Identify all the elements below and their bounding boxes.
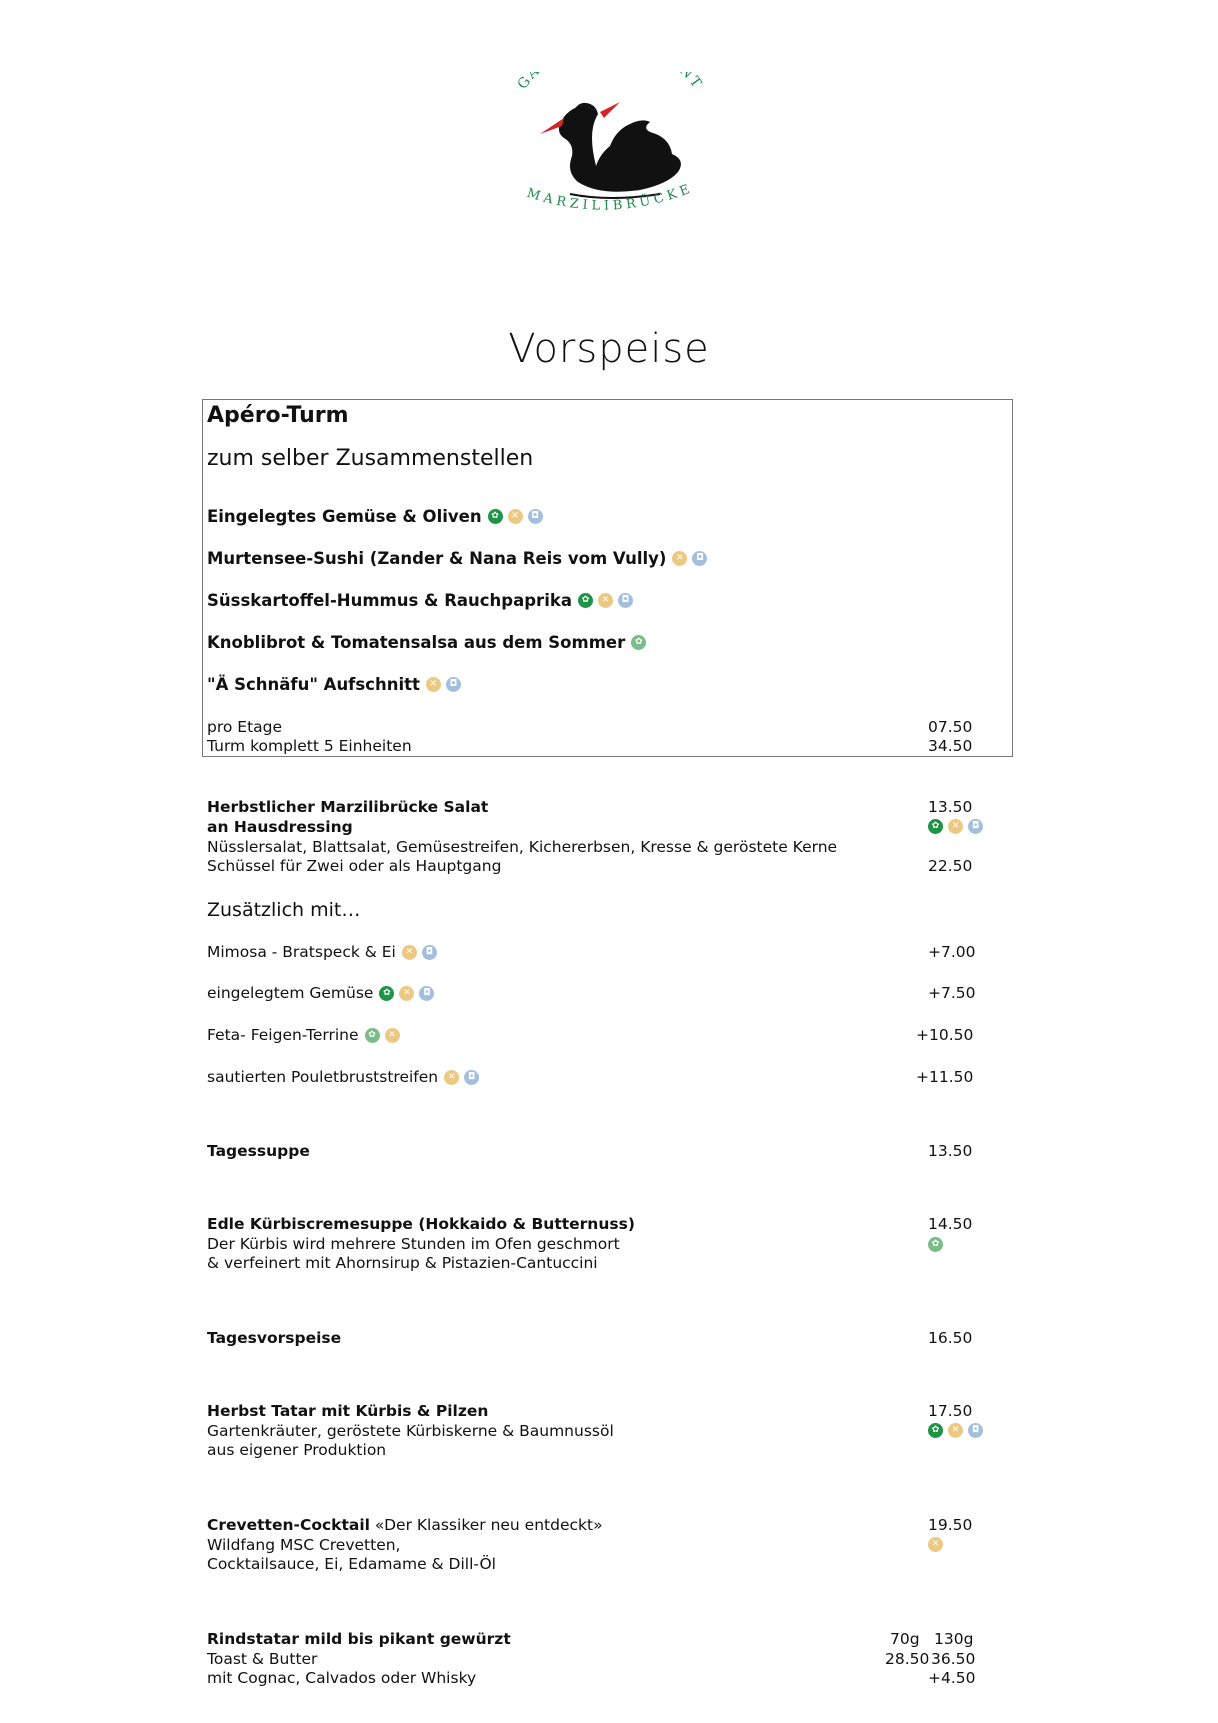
extras-heading: Zusätzlich mit…: [207, 899, 361, 921]
tower-title: Apéro-Turm: [207, 403, 349, 428]
lactose-free-icon: ◘: [419, 986, 434, 1001]
restaurant-logo: [500, 72, 720, 232]
pumpkin-soup-price: 14.50: [928, 1215, 973, 1233]
extra-item: [207, 943, 437, 961]
extra-item-name: eingelegtem Gemüse: [207, 984, 374, 1002]
logo-arc-top-text: GA NT: [514, 72, 706, 93]
shrimp-cocktail-desc-2: Cocktailsauce, Ei, Edamame & Dill-Öl: [207, 1555, 496, 1573]
shrimp-cocktail-name: Crevetten-Cocktail: [207, 1516, 370, 1534]
autumn-tatar-desc-2: aus eigener Produktion: [207, 1441, 387, 1459]
tower-item-name: Murtensee-Sushi (Zander & Nana Reis vom Vully): [207, 549, 667, 568]
gluten-free-icon: ✕: [399, 986, 414, 1001]
salad-description: Nüsslersalat, Blattsalat, Gemüsestreifen, Kichererbsen, Kresse & geröstete Kerne: [207, 838, 838, 856]
gluten-free-icon: ✕: [385, 1028, 400, 1043]
tower-per-level-label: pro Etage: [207, 718, 283, 736]
gluten-free-icon: ✕: [444, 1070, 459, 1085]
vegan-leaf-icon: ✿: [928, 819, 943, 834]
extra-item-name: sautierten Pouletbruststreifen: [207, 1068, 439, 1086]
tower-item: [207, 633, 646, 652]
tower-item: [207, 591, 633, 610]
tower-subtitle: zum selber Zusammenstellen: [207, 446, 534, 471]
tower-item: [207, 507, 543, 526]
extra-item-price: +10.50: [916, 1026, 974, 1044]
extra-item-name: Feta- Feigen-Terrine: [207, 1026, 359, 1044]
gluten-free-icon: ✕: [672, 551, 687, 566]
vegan-leaf-icon: ✿: [488, 509, 503, 524]
beef-tatar-size-small: 70g: [890, 1630, 920, 1648]
extra-item: [207, 984, 434, 1002]
vegan-leaf-icon: ✿: [379, 986, 394, 1001]
gluten-free-icon: ✕: [426, 677, 441, 692]
lactose-free-icon: ◘: [968, 819, 983, 834]
extra-item: [207, 1068, 479, 1086]
autumn-tatar-diet-icons: [928, 1420, 983, 1439]
vegetarian-leaf-icon: ✿: [365, 1028, 380, 1043]
extra-item-price: +7.50: [928, 984, 976, 1002]
vegan-leaf-icon: ✿: [928, 1423, 943, 1438]
pumpkin-soup-desc-2: & verfeinert mit Ahornsirup & Pistazien-Cantuccini: [207, 1254, 598, 1272]
shrimp-cocktail-title: [207, 1516, 603, 1534]
tower-item-name: "Ä Schnäfu" Aufschnitt: [207, 675, 420, 694]
vegetarian-leaf-icon: ✿: [928, 1237, 943, 1252]
tower-item-name: Süsskartoffel-Hummus & Rauchpaprika: [207, 591, 572, 610]
pumpkin-soup-diet-icons: [928, 1234, 943, 1253]
soup-of-day-price: 13.50: [928, 1142, 973, 1160]
extra-item-price: +11.50: [916, 1068, 974, 1086]
black-swan-icon: [540, 102, 681, 198]
lactose-free-icon: ◘: [618, 593, 633, 608]
gluten-free-icon: ✕: [928, 1537, 943, 1552]
gluten-free-icon: ✕: [948, 819, 963, 834]
beef-tatar-size-large: 130g: [934, 1630, 974, 1648]
autumn-tatar-desc: Gartenkräuter, geröstete Kürbiskerne & Baumnussöl: [207, 1422, 614, 1440]
gluten-free-icon: ✕: [948, 1423, 963, 1438]
page-title: Vorspeise: [508, 326, 710, 372]
beef-tatar-desc-2: mit Cognac, Calvados oder Whisky: [207, 1669, 477, 1687]
salad-bowl-label: Schüssel für Zwei oder als Hauptgang: [207, 857, 502, 875]
extra-item: [207, 1026, 400, 1044]
vegetarian-leaf-icon: ✿: [631, 635, 646, 650]
salad-bowl-price: 22.50: [928, 857, 973, 875]
salad-name-line2: an Hausdressing: [207, 818, 353, 836]
lactose-free-icon: ◘: [528, 509, 543, 524]
extra-item-name: Mimosa - Bratspeck & Ei: [207, 943, 396, 961]
starter-of-day-price: 16.50: [928, 1329, 973, 1347]
gluten-free-icon: ✕: [598, 593, 613, 608]
autumn-tatar-price: 17.50: [928, 1402, 973, 1420]
pumpkin-soup-name: Edle Kürbiscremesuppe (Hokkaido & Butternuss): [207, 1215, 635, 1233]
beef-tatar-extra-price: +4.50: [928, 1669, 976, 1687]
pumpkin-soup-desc: Der Kürbis wird mehrere Stunden im Ofen geschmort: [207, 1235, 620, 1253]
salad-name: Herbstlicher Marzilibrücke Salat: [207, 798, 489, 816]
lactose-free-icon: ◘: [446, 677, 461, 692]
tower-full-label: Turm komplett 5 Einheiten: [207, 737, 412, 755]
soup-of-day-name: Tagessuppe: [207, 1142, 310, 1160]
gluten-free-icon: ✕: [402, 945, 417, 960]
tower-item-name: Knoblibrot & Tomatensalsa aus dem Sommer: [207, 633, 626, 652]
extra-item-price: +7.00: [928, 943, 976, 961]
lactose-free-icon: ◘: [692, 551, 707, 566]
shrimp-cocktail-price: 19.50: [928, 1516, 973, 1534]
logo-arc-bottom-text: MARZILIBRÜCKE: [524, 180, 696, 214]
lactose-free-icon: ◘: [968, 1423, 983, 1438]
tower-per-level-price: 07.50: [928, 718, 973, 736]
shrimp-cocktail-tagline: «Der Klassiker neu entdeckt»: [374, 1516, 603, 1534]
svg-text:GARTENRESTAURANT: [515, 72, 706, 92]
vegan-leaf-icon: ✿: [578, 593, 593, 608]
beef-tatar-desc: Toast & Butter: [207, 1650, 318, 1668]
tower-item-name: Eingelegtes Gemüse & Oliven: [207, 507, 482, 526]
tower-item: [207, 549, 707, 568]
tower-item: [207, 675, 461, 694]
lactose-free-icon: ◘: [422, 945, 437, 960]
lactose-free-icon: ◘: [464, 1070, 479, 1085]
gluten-free-icon: ✕: [508, 509, 523, 524]
shrimp-cocktail-diet-icons: [928, 1534, 943, 1553]
shrimp-cocktail-desc: Wildfang MSC Crevetten,: [207, 1536, 401, 1554]
tower-full-price: 34.50: [928, 737, 973, 755]
autumn-tatar-name: Herbst Tatar mit Kürbis & Pilzen: [207, 1402, 489, 1420]
starter-of-day-name: Tagesvorspeise: [207, 1329, 342, 1347]
beef-tatar-price-small: 28.50: [885, 1650, 930, 1668]
beef-tatar-price-large: 36.50: [931, 1650, 976, 1668]
beef-tatar-name: Rindstatar mild bis pikant gewürzt: [207, 1630, 511, 1648]
salad-price: 13.50: [928, 798, 973, 816]
salad-diet-icons: [928, 816, 983, 835]
